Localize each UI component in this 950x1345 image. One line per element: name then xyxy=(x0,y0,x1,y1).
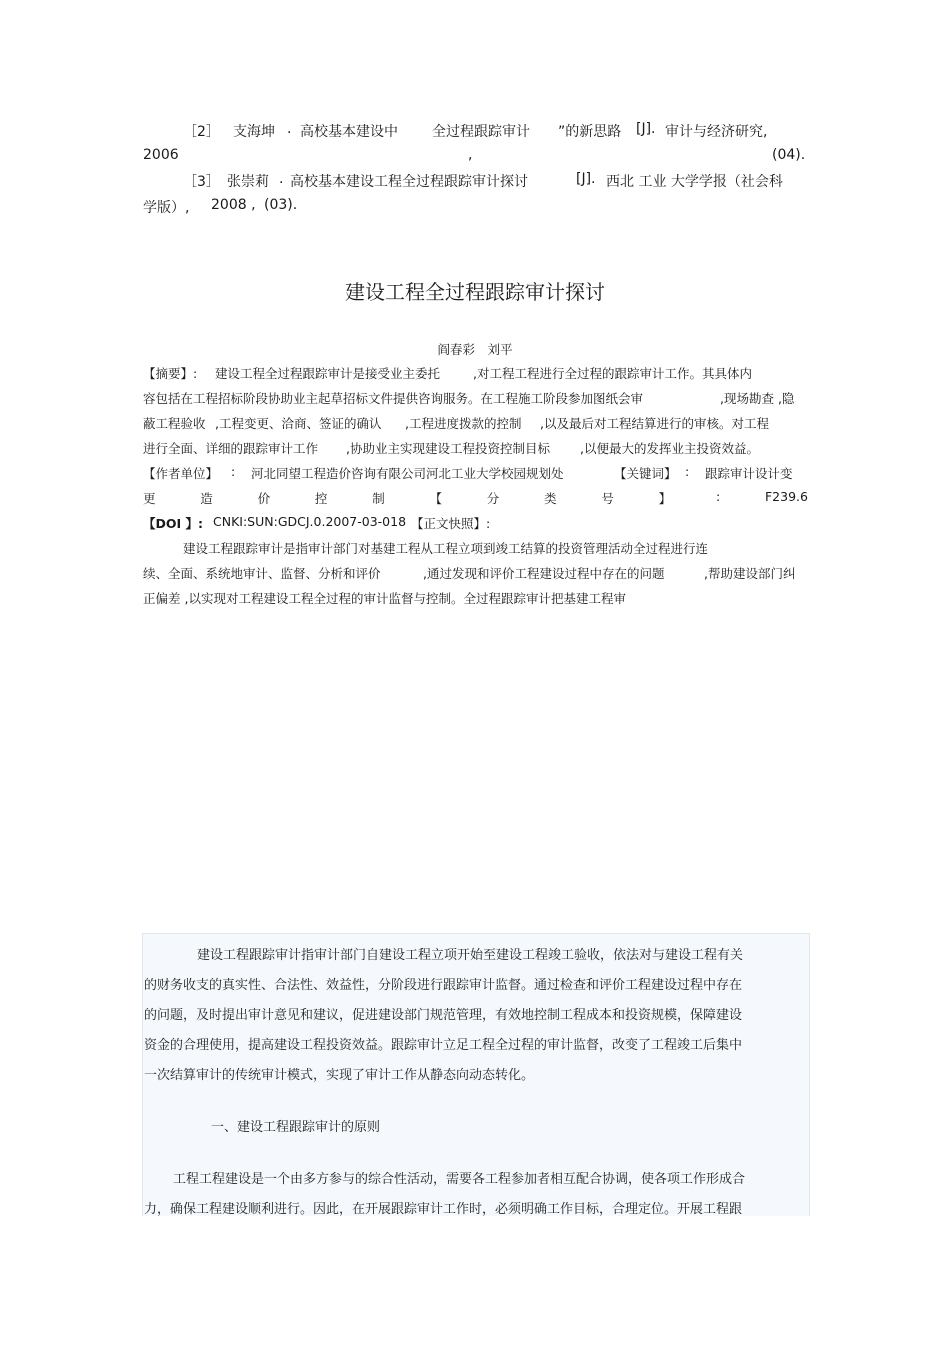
ref2-comma: , xyxy=(468,147,473,163)
ref2-author: 支海坤 xyxy=(233,124,275,140)
classification-char: 【 xyxy=(429,491,442,506)
body-line2a: 续、全面、系统地审计、监督、分析和评价 xyxy=(143,566,381,581)
abstract-line4c: ,以便最大的发挥业主投资效益。 xyxy=(580,441,759,456)
classification-line xyxy=(143,489,808,507)
ref3-type: [J]. xyxy=(576,171,596,187)
excerpt-p2-line: 力，确保工程建设顺利进行。因此，在开展跟踪审计工作时，必须明确工作目标，合理定位。开展工程跟 xyxy=(144,1202,743,1216)
classification-char: 制 xyxy=(372,491,385,506)
excerpt-heading: 一、建设工程跟踪审计的原则 xyxy=(211,1120,381,1135)
author-unit: 河北同望工程造价咨询有限公司河北工业大学校园规划处 xyxy=(251,466,564,481)
ref3-dot: . xyxy=(279,171,284,187)
ref3-number: ［3］ xyxy=(183,174,220,190)
abstract-line1b: ,对工程工程进行全过程的跟踪审计工作。其具体内 xyxy=(473,366,752,381)
unit-colon: : xyxy=(231,464,236,479)
ref2-number: ［2］ xyxy=(183,124,220,140)
abstract-line4a: 进行全面、详细的跟踪审计工作 xyxy=(143,441,319,456)
excerpt-p1-line: 的财务收支的真实性、合法性、效益性，分阶段进行跟踪审计监督。通过检查和评价工程建设过程中存在 xyxy=(144,978,743,993)
ref2-type: [J]. xyxy=(636,121,656,137)
ref2-year: 2006 xyxy=(143,147,179,163)
ref3-journal: 西北 工业 大学学报（社会科 xyxy=(606,174,783,190)
classification-char: 号 xyxy=(601,491,614,506)
ref2-journal: 审计与经济研究, xyxy=(665,124,768,140)
classification-char: 更 xyxy=(143,491,156,506)
classification-char: 分 xyxy=(486,491,500,506)
abstract-label: 【摘要】: xyxy=(143,366,198,381)
article-authors: 阎春彩 刘平 xyxy=(437,342,513,357)
keywords: 跟踪审计设计变 xyxy=(705,466,793,481)
abstract-line3d: ,以及最后对工程结算进行的审核。对工程 xyxy=(540,416,769,431)
snapshot-label: 【正文快照】: xyxy=(411,516,491,531)
classification-char: 控 xyxy=(314,491,328,506)
keywords-colon: : xyxy=(685,464,690,479)
abstract-line1a: 建设工程全过程跟踪审计是接受业主委托 xyxy=(215,366,441,381)
abstract-line3b: ,工程变更、洽商、签证的确认 xyxy=(215,416,382,431)
ref3-author: 张崇莉 xyxy=(227,174,269,190)
excerpt-p1-line: 建设工程跟踪审计指审计部门自建设工程立项开始至建设工程竣工验收，依法对与建设工程有关 xyxy=(197,948,744,963)
ref2-dot: . xyxy=(287,121,292,137)
article-title: 建设工程全过程跟踪审计探讨 xyxy=(345,280,605,304)
ref3-year: 2008 , xyxy=(211,197,256,213)
ref3-journal-cont: 学版）, xyxy=(143,200,190,216)
body-line2c: ,帮助建设部门纠 xyxy=(704,566,796,581)
classification-char: 】 xyxy=(658,491,672,506)
classification-char: 造 xyxy=(200,491,213,506)
ref2-title-a: 高校基本建设中 xyxy=(300,124,398,140)
classification-char: 价 xyxy=(257,491,271,506)
doi-value[interactable]: CNKI:SUN:GDCJ.0.2007-03-018 xyxy=(213,514,407,529)
ref2-issue: (04). xyxy=(772,147,806,163)
abstract-line2b: ,现场勘查 ,隐 xyxy=(720,391,795,406)
excerpt-p2-line: 工程工程建设是一个由多方参与的综合性活动，需要各工程参加者相互配合协调，使各项工作形成合 xyxy=(173,1172,746,1187)
body-line1: 建设工程跟踪审计是指审计部门对基建工程从工程立项到竣工结算的投资管理活动全过程进行连 xyxy=(183,541,709,556)
excerpt-p1-line: 一次结算审计的传统审计模式，实现了审计工作从静态向动态转化。 xyxy=(144,1068,535,1083)
keywords-label: 【关键词】 xyxy=(614,466,677,481)
abstract-line2a: 容包括在工程招标阶段协助业主起草招标文件提供咨询服务。在工程施工阶段参加图纸会审 xyxy=(143,391,644,406)
body-line3: 正偏差 ,以实现对工程建设工程全过程的审计监督与控制。全过程跟踪审计把基建工程审 xyxy=(143,591,626,606)
abstract-line4b: ,协助业主实现建设工程投资控制目标 xyxy=(346,441,550,456)
classification-char: 类 xyxy=(544,491,557,506)
ref2-title-c: ”的新思路 xyxy=(558,124,622,140)
ref3-issue: (03). xyxy=(264,197,298,213)
abstract-line3a: 蔽工程验收 xyxy=(143,416,206,431)
excerpt-p1-line: 资金的合理使用，提高建设工程投资效益。跟踪审计立足工程全过程的审计监督，改变了工程竣工后集中 xyxy=(144,1038,743,1053)
doi-label: 【DOI 】: xyxy=(143,516,204,531)
excerpt-p1-line: 的问题，及时提出审计意见和建议，促进建设部门规范管理，有效地控制工程成本和投资规模，保障建设 xyxy=(144,1008,743,1023)
classification-code: F239.6 xyxy=(764,489,808,504)
unit-label: 【作者单位】 xyxy=(143,466,219,481)
ref3-title: 高校基本建设工程全过程跟踪审计探讨 xyxy=(290,174,528,190)
abstract-line3c: ,工程进度拨款的控制 xyxy=(405,416,522,431)
classification-char: : xyxy=(715,489,721,504)
ref2-title-b: 全过程跟踪审计 xyxy=(432,124,530,140)
body-line2b: ,通过发现和评价工程建设过程中存在的问题 xyxy=(423,566,665,581)
excerpt-box xyxy=(142,933,810,1216)
